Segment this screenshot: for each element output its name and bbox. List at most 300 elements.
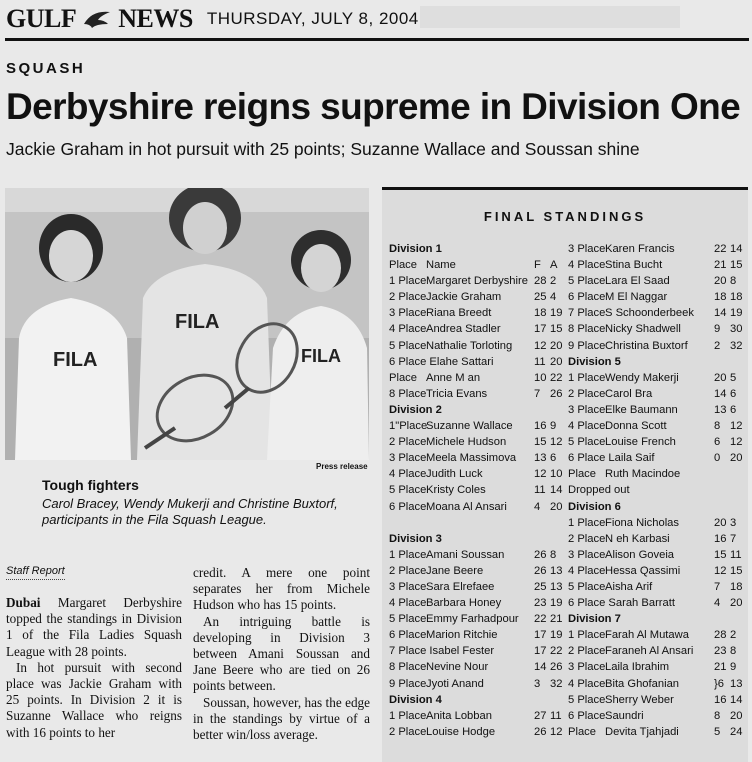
standings-row — [389, 482, 566, 498]
standings-against: 8 — [730, 275, 737, 288]
body-paragraph: An intriguing battle is developing in Division 3 between Amani Soussan and Jane Beere who are tied on 26 points between. — [193, 613, 370, 694]
standings-row — [568, 386, 746, 402]
standings-against: 13 — [550, 564, 563, 577]
standings-name: Anne M an — [426, 371, 481, 384]
standings-row — [568, 338, 746, 354]
standings-row — [389, 563, 566, 579]
standings-row — [389, 321, 566, 337]
division-heading: Division 6 — [568, 500, 621, 513]
standings-place: 4 Place — [568, 677, 606, 690]
standings-against: 15 — [730, 564, 743, 577]
standings-place: 5 Place — [568, 580, 606, 593]
standings-name: Jyoti Anand — [426, 677, 484, 690]
standings-place: 6 Place — [568, 709, 606, 722]
standings-row — [389, 499, 566, 515]
standings-row — [568, 708, 746, 724]
standings-name: Kristy Coles — [426, 484, 486, 497]
standings-place: 3 Place — [568, 403, 606, 416]
standings-row — [568, 643, 746, 659]
standings-against: 14 — [730, 693, 743, 706]
division-heading: Division 4 — [389, 693, 442, 706]
standings-for: 7 — [534, 387, 541, 400]
standings-row — [389, 708, 566, 724]
standings-against: 20 — [550, 500, 563, 513]
standings-for: 8 — [714, 420, 721, 433]
standings-for: 12 — [714, 564, 727, 577]
standings-name: Christina Buxtorf — [605, 339, 688, 352]
standings-place: 1 Place — [389, 548, 427, 561]
standings-against: 5 — [730, 371, 737, 384]
standings-place-name: 6 Place Elahe Sattari — [389, 355, 494, 368]
standings-row — [389, 627, 566, 643]
standings-row — [568, 595, 746, 611]
standings-row — [568, 273, 746, 289]
standings-name: Ruth Macindoe — [605, 468, 681, 481]
standings-name: Wendy Makerji — [605, 371, 679, 384]
standings-place: 5 Place — [568, 436, 606, 449]
standings-against: 19 — [550, 307, 563, 320]
standings-place: 2 Place — [389, 564, 427, 577]
standings-row — [568, 321, 746, 337]
standings-place: 3 Place — [389, 580, 427, 593]
standings-against: 6 — [730, 387, 737, 400]
standings-for — [714, 466, 730, 482]
standings-note: Dropped out — [568, 484, 630, 497]
standings-place-name: 6 Place Sarah Barratt — [568, 597, 675, 610]
standings-against: 6 — [730, 403, 737, 416]
standings-row — [389, 547, 566, 563]
standings-row — [389, 724, 566, 740]
standings-name: Sara Elrefaee — [426, 580, 495, 593]
standings-place: 1 Place — [389, 275, 427, 288]
standings-place: 1 Place — [568, 629, 606, 642]
standings-against: 19 — [550, 597, 563, 610]
standings-place: 4 Place — [568, 420, 606, 433]
standings-row — [389, 257, 566, 273]
standings-row — [389, 466, 566, 482]
standings-place: 8 Place — [389, 661, 427, 674]
standings-for: 11 — [534, 355, 546, 368]
standings-row — [568, 579, 746, 595]
standings-place: 6 Place — [389, 500, 427, 513]
standings-against: A — [550, 259, 558, 272]
standings-name: Jane Beere — [426, 564, 484, 577]
standings-against: 2 — [550, 275, 557, 288]
standings-name: Nicky Shadwell — [605, 323, 681, 336]
standings-name: Lara El Saad — [605, 275, 670, 288]
standings-for: 18 — [714, 291, 727, 304]
standings-row — [389, 676, 566, 692]
standings-place: 1"Place — [389, 420, 428, 433]
standings-against: 18 — [730, 580, 743, 593]
standings-name: Laila Ibrahim — [605, 661, 670, 674]
standings-row — [389, 659, 566, 675]
standings-for: 4 — [714, 597, 721, 610]
standings-for: 20 — [714, 371, 727, 384]
standings-against: 12 — [730, 420, 743, 433]
standings-row — [568, 418, 746, 434]
standings-for: 14 — [714, 307, 727, 320]
standings-against: 32 — [550, 677, 563, 690]
standings-place: 2 Place — [389, 291, 427, 304]
standings-name: Louise French — [605, 436, 676, 449]
standings-name: Elke Baumann — [605, 403, 678, 416]
standings-name: Fiona Nicholas — [605, 516, 679, 529]
standings-for: 14 — [534, 661, 547, 674]
standings-name: M El Naggar — [605, 291, 668, 304]
standings-place: 5 Place — [389, 484, 427, 497]
standings-place: 2 Place — [568, 645, 606, 658]
standings-place: 4 Place — [568, 564, 606, 577]
standings-name: Tricia Evans — [426, 387, 488, 400]
caption-title: Tough fighters — [42, 477, 139, 493]
standings-row — [568, 547, 746, 563]
standings-place: 3 Place — [568, 243, 606, 255]
standings-name: Aisha Arif — [605, 580, 653, 593]
standings-place: 4 Place — [389, 468, 427, 481]
standings-place: 1 Place — [568, 516, 606, 529]
section-label: SQUASH — [6, 60, 86, 77]
standings-against: 30 — [730, 323, 743, 336]
standings-for: 15 — [534, 436, 547, 449]
standings-against: 12 — [730, 436, 743, 449]
standings-against: 14 — [730, 243, 743, 255]
division-heading: Division 1 — [389, 243, 442, 255]
standings-place: 6 Place — [389, 629, 427, 642]
body-paragraph: In hot pursuit with second place was Jackie Graham with 25 points. In Division 2 it is Suzanne Wallace who reigns with 16 points to her — [6, 659, 182, 740]
standings-row — [389, 386, 566, 402]
standings-place: 3 Place — [389, 307, 427, 320]
standings-row — [568, 692, 746, 708]
standings-row — [389, 273, 566, 289]
standings-against: 26 — [550, 661, 563, 674]
standings-for: 16 — [534, 420, 547, 433]
standings-place-name: 7 Place Isabel Fester — [389, 645, 495, 658]
standings-name: Amani Soussan — [426, 548, 505, 561]
standings-for: 20 — [714, 516, 727, 529]
standings-row — [389, 595, 566, 611]
standings-against: 22 — [550, 645, 563, 658]
standings-row — [389, 579, 566, 595]
standings-against: 11 — [730, 548, 742, 561]
standings-name: Carol Bra — [605, 387, 653, 400]
standings-place: Place — [389, 259, 417, 272]
standings-name: N eh Karbasi — [605, 532, 670, 545]
standings-name: Margaret Derbyshire — [426, 275, 528, 288]
standings-against: 12 — [550, 725, 563, 738]
standings-for: 11 — [534, 484, 546, 497]
standings-row — [389, 354, 566, 370]
standings-against: 10 — [550, 468, 563, 481]
standings-place: 7 Place — [568, 307, 606, 320]
standings-place: 3 Place — [568, 661, 606, 674]
standings-against: 24 — [730, 725, 743, 738]
standings-title: FINAL STANDINGS — [483, 209, 647, 224]
photo-illustration — [5, 188, 369, 460]
standings-name: Hessa Qassimi — [605, 564, 681, 577]
standings-for: 9 — [714, 323, 721, 336]
standings-name: Louise Hodge — [426, 725, 496, 738]
standings-against: 13 — [550, 580, 563, 593]
standings-for: 12 — [534, 468, 547, 481]
body-paragraph: Soussan, however, has the edge in the standings by virtue of a better win/loss average. — [193, 694, 370, 743]
standings-for: 16 — [714, 693, 727, 706]
standings-place: 4 Place — [389, 323, 427, 336]
standings-against: 4 — [550, 291, 557, 304]
standings-for: 2 — [714, 339, 721, 352]
standings-row — [389, 611, 566, 627]
standings-against: 21 — [550, 613, 563, 626]
standings-against: 19 — [730, 307, 743, 320]
standings-place: 2 Place — [568, 387, 606, 400]
standings-name: Bita Ghofanian — [605, 677, 680, 690]
standings-row — [568, 305, 746, 321]
standings-against: 3 — [730, 516, 737, 529]
standings-place: 9 Place — [389, 677, 427, 690]
standings-row — [568, 450, 746, 466]
standings-for: 23 — [714, 645, 727, 658]
standings-against: 12 — [550, 436, 563, 449]
standings-for: 3 — [534, 677, 541, 690]
standings-against: 22 — [550, 371, 563, 384]
standings-for: 5 — [714, 725, 721, 738]
article-subhead: Jackie Graham in hot pursuit with 25 points; Suzanne Wallace and Soussan shine — [6, 139, 640, 159]
standings-place: 2 Place — [389, 725, 427, 738]
standings-place: 3 Place — [389, 452, 427, 465]
standings-name: Andrea Stadler — [426, 323, 501, 336]
standings-row — [568, 659, 746, 675]
body-column-1 — [6, 595, 182, 741]
standings-name: Nevine Nour — [426, 661, 489, 674]
standings-name: Jackie Graham — [426, 291, 502, 304]
standings-against: 6 — [550, 452, 557, 465]
standings-for: 17 — [534, 645, 547, 658]
standings-name: Donna Scott — [605, 420, 667, 433]
standings-against: 9 — [550, 420, 557, 433]
standings-name: Name — [426, 259, 456, 272]
shirt-logo-left: FILA — [53, 349, 98, 371]
standings-name: Judith Luck — [426, 468, 483, 481]
standings-against: 20 — [550, 339, 563, 352]
standings-for: 7 — [714, 580, 721, 593]
standings-for: 28 — [534, 275, 547, 288]
standings-against: 8 — [550, 548, 557, 561]
standings-against: 20 — [730, 597, 743, 610]
standings-name: S Schoonderbeek — [605, 307, 694, 320]
standings-for: 27 — [534, 709, 547, 722]
standings-for: 17 — [534, 629, 547, 642]
standings-place: Place — [568, 725, 596, 738]
standings-row — [568, 241, 746, 257]
standings-for: 16 — [714, 532, 727, 545]
standings-against: 20 — [730, 452, 743, 465]
standings-against: 7 — [730, 532, 737, 545]
masthead — [6, 4, 419, 34]
masthead-rule — [5, 38, 749, 41]
standings-place: 4 Place — [389, 597, 427, 610]
standings-for: 6 — [714, 436, 721, 449]
body-text: Margaret Derbyshire topped the standings in Division 1 of the Fila Ladies Squash League with 28 points. — [6, 595, 182, 659]
photo-credit: Press release — [316, 462, 368, 471]
brand-gulf: GULF — [6, 4, 77, 33]
standings-name: Emmy Farhadpour — [426, 613, 519, 626]
standings-against: 32 — [730, 339, 743, 352]
standings-against: 13 — [730, 677, 743, 690]
standings-place: 8 Place — [568, 323, 606, 336]
standings-name: Barbara Honey — [426, 597, 502, 610]
standings-place: 9 Place — [568, 339, 606, 352]
standings-against: 8 — [730, 645, 737, 658]
standings-place: 8 Place — [389, 387, 427, 400]
standings-row — [568, 289, 746, 305]
standings-name: Anita Lobban — [426, 709, 492, 722]
standings-place: 5 Place — [568, 693, 606, 706]
standings-for: 15 — [714, 548, 727, 561]
standings-for: 25 — [534, 291, 547, 304]
standings-for: 17 — [534, 323, 547, 336]
standings-for: 13 — [714, 403, 727, 416]
standings-for: 12 — [534, 339, 547, 352]
standings-for: 13 — [534, 452, 547, 465]
standings-name: Alison Goveia — [605, 548, 675, 561]
standings-place: 4 Place — [568, 259, 606, 272]
falcon-logo-icon — [82, 6, 112, 32]
standings-against: 15 — [550, 323, 563, 336]
body-paragraph — [6, 595, 182, 660]
standings-for: 26 — [534, 548, 547, 561]
issue-date: THURSDAY, JULY 8, 2004 — [206, 9, 419, 28]
standings-for: 26 — [534, 725, 547, 738]
division-heading: Division 3 — [389, 532, 442, 545]
body-paragraph: credit. A mere one point separates her from Michele Hudson who has 15 points. — [193, 565, 370, 613]
standings-for: 18 — [534, 307, 547, 320]
standings-row — [568, 515, 746, 531]
article-photo — [5, 188, 369, 460]
standings-row — [389, 643, 566, 659]
standings-name: Michele Hudson — [426, 436, 507, 449]
standings-place: 5 Place — [389, 613, 427, 626]
standings-name: Devita Tjahjadi — [605, 725, 679, 738]
dateline: Dubai — [6, 595, 41, 610]
standings-row — [568, 531, 746, 547]
standings-row — [568, 724, 746, 740]
standings-name: Riana Breedt — [426, 307, 492, 320]
standings-row — [389, 418, 566, 434]
standings-row — [389, 450, 566, 466]
standings-place: 5 Place — [389, 339, 427, 352]
standings-row — [568, 627, 746, 643]
standings-for: 4 — [534, 500, 541, 513]
standings-against: 20 — [730, 709, 743, 722]
standings-for: 21 — [714, 259, 727, 272]
standings-against: 19 — [550, 629, 563, 642]
standings-place: 1 Place — [389, 709, 427, 722]
standings-name: Suzanne Wallace — [426, 420, 513, 433]
standings-against: 9 — [730, 661, 737, 674]
standings-row — [389, 370, 566, 386]
standings-name: Saundri — [605, 709, 644, 722]
standings-for: 10 — [534, 371, 547, 384]
standings-place: 2 Place — [389, 436, 427, 449]
standings-row — [568, 257, 746, 273]
standings-name: Faraneh Al Ansari — [605, 645, 694, 658]
standings-place: 2 Place — [568, 532, 606, 545]
standings-for: 26 — [534, 564, 547, 577]
standings-column-left — [389, 241, 566, 740]
standings-for: 14 — [714, 387, 727, 400]
standings-place: 1 Place — [568, 371, 606, 384]
standings-name: Stina Bucht — [605, 259, 663, 272]
standings-against — [730, 466, 746, 482]
standings-place: 3 Place — [568, 548, 606, 561]
body-column-2 — [193, 565, 370, 743]
standings-for: 8 — [714, 709, 721, 722]
standings-row — [568, 676, 746, 692]
bleed-through-texture — [400, 0, 750, 36]
standings-against: 20 — [550, 355, 563, 368]
standings-row — [389, 338, 566, 354]
standings-name: Meela Massimova — [426, 452, 517, 465]
standings-column-right — [568, 241, 746, 740]
standings-row — [389, 289, 566, 305]
standings-row — [568, 563, 746, 579]
shirt-logo-right: FILA — [301, 346, 341, 366]
standings-name: Farah Al Mutawa — [605, 629, 689, 642]
byline: Staff Report — [6, 565, 65, 580]
standings-for: 0 — [714, 452, 721, 465]
division-heading: Division 5 — [568, 355, 621, 368]
standings-name: Nathalie Torloting — [426, 339, 513, 352]
article-headline: Derbyshire reigns supreme in Division One — [6, 86, 741, 127]
division-heading: Division 2 — [389, 403, 442, 416]
standings-place: 6 Place — [568, 291, 606, 304]
standings-for: 20 — [714, 275, 727, 288]
standings-against: 26 — [550, 387, 563, 400]
bleed-through-shape — [400, 0, 750, 36]
brand-news: NEWS — [118, 4, 193, 33]
standings-name: Sherry Weber — [605, 693, 674, 706]
standings-row — [568, 402, 746, 418]
standings-place: Place — [389, 371, 417, 384]
standings-row — [568, 434, 746, 450]
shirt-logo-middle: FILA — [175, 311, 220, 333]
standings-name: Karen Francis — [605, 243, 675, 255]
caption-text: Carol Bracey, Wendy Mukerji and Christine Buxtorf, participants in the Fila Squash League. — [42, 496, 338, 527]
standings-against: 2 — [730, 629, 737, 642]
standings-against: 15 — [730, 259, 743, 272]
standings-row — [389, 305, 566, 321]
standings-place: Place — [568, 468, 596, 481]
standings-row — [568, 370, 746, 386]
standings-for: }6 — [714, 677, 724, 690]
standings-name: Moana Al Ansari — [426, 500, 507, 513]
standings-row — [568, 466, 746, 482]
standings-against: 18 — [730, 291, 743, 304]
standings-place: 5 Place — [568, 275, 606, 288]
standings-place-name: 6 Place Laila Saif — [568, 452, 655, 465]
standings-for: 22 — [534, 613, 547, 626]
standings-for: 21 — [714, 661, 727, 674]
standings-box — [382, 187, 748, 762]
standings-row — [389, 434, 566, 450]
standings-for: 25 — [534, 580, 547, 593]
standings-for: 28 — [714, 629, 727, 642]
standings-for: F — [534, 259, 541, 272]
standings-against: 14 — [550, 484, 563, 497]
standings-for: 23 — [534, 597, 547, 610]
standings-name: Marion Ritchie — [426, 629, 498, 642]
standings-for: 22 — [714, 243, 727, 255]
